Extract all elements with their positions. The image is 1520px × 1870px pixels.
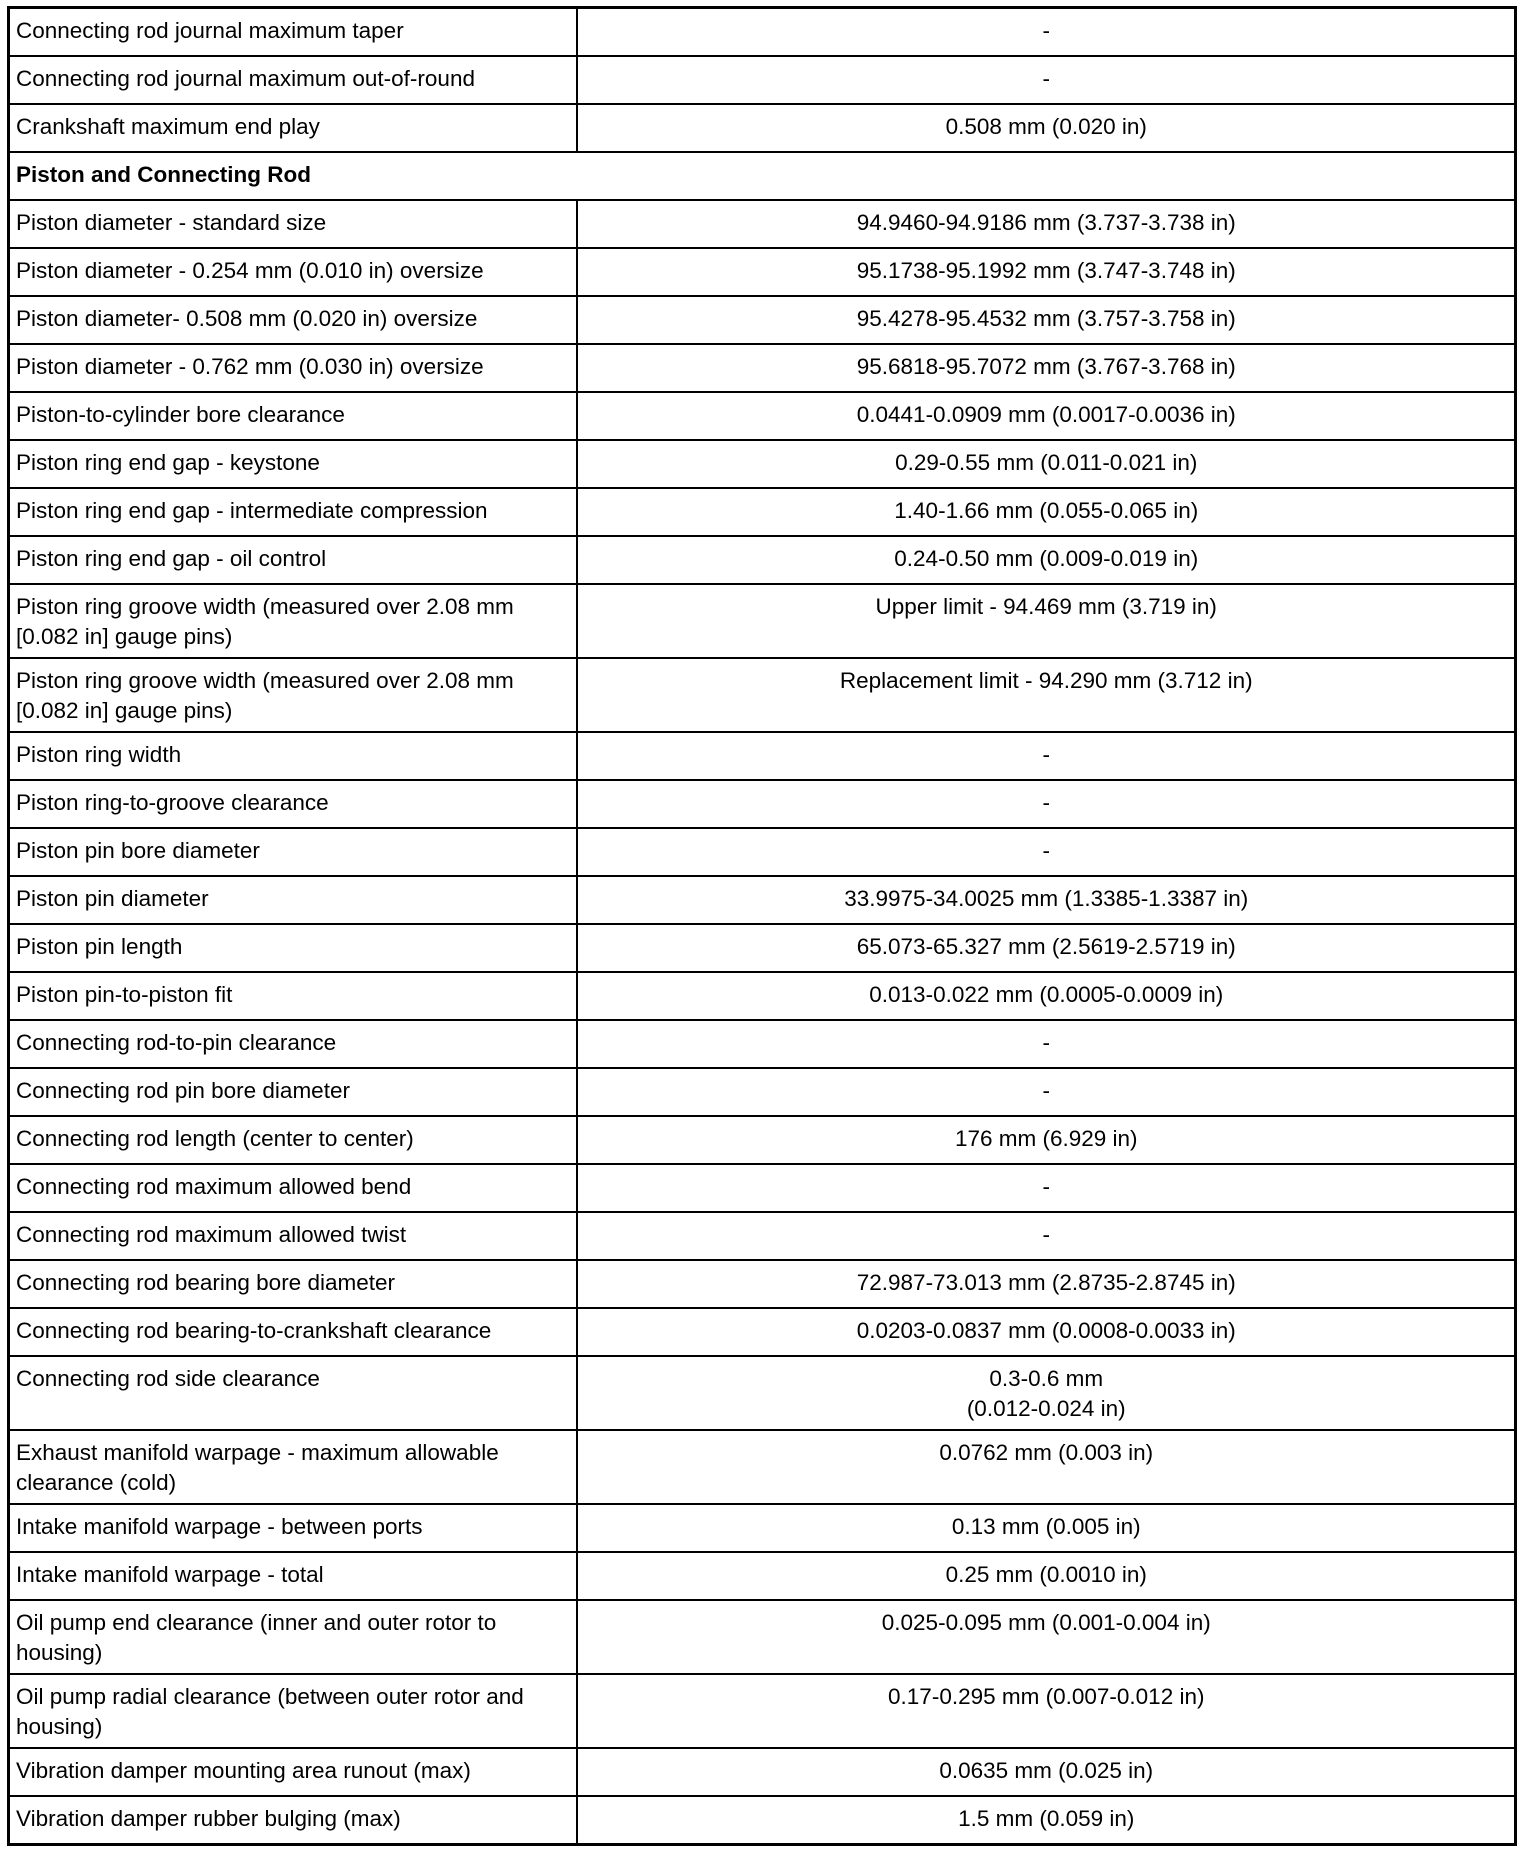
table-row bbox=[9, 1068, 1516, 1116]
table-row bbox=[9, 1020, 1516, 1068]
spec-value: 0.13 mm (0.005 in) bbox=[577, 1504, 1516, 1552]
spec-label: Piston-to-cylinder bore clearance bbox=[9, 392, 577, 440]
spec-value: 0.0635 mm (0.025 in) bbox=[577, 1748, 1516, 1796]
spec-label: Connecting rod length (center to center) bbox=[9, 1116, 577, 1164]
spec-value: 95.4278-95.4532 mm (3.757-3.758 in) bbox=[577, 296, 1516, 344]
spec-label: Piston diameter - 0.254 mm (0.010 in) oversize bbox=[9, 248, 577, 296]
spec-label: Piston diameter - standard size bbox=[9, 200, 577, 248]
spec-label: Connecting rod journal maximum taper bbox=[9, 8, 577, 57]
spec-value: 176 mm (6.929 in) bbox=[577, 1116, 1516, 1164]
section-title: Piston and Connecting Rod bbox=[9, 152, 1516, 200]
table-row bbox=[9, 828, 1516, 876]
spec-value: 0.0441-0.0909 mm (0.0017-0.0036 in) bbox=[577, 392, 1516, 440]
spec-label: Oil pump end clearance (inner and outer rotor to housing) bbox=[9, 1600, 577, 1674]
table-row bbox=[9, 392, 1516, 440]
table-row bbox=[9, 488, 1516, 536]
spec-value: - bbox=[577, 56, 1516, 104]
spec-label: Piston diameter - 0.762 mm (0.030 in) oversize bbox=[9, 344, 577, 392]
spec-value: 95.1738-95.1992 mm (3.747-3.748 in) bbox=[577, 248, 1516, 296]
spec-value: 72.987-73.013 mm (2.8735-2.8745 in) bbox=[577, 1260, 1516, 1308]
spec-label: Connecting rod-to-pin clearance bbox=[9, 1020, 577, 1068]
table-row bbox=[9, 536, 1516, 584]
spec-label: Connecting rod bearing bore diameter bbox=[9, 1260, 577, 1308]
table-row bbox=[9, 104, 1516, 152]
spec-value: - bbox=[577, 8, 1516, 57]
spec-label: Connecting rod side clearance bbox=[9, 1356, 577, 1430]
table-row bbox=[9, 1600, 1516, 1674]
spec-sheet bbox=[7, 6, 1514, 1846]
table-row bbox=[9, 248, 1516, 296]
table-row bbox=[9, 924, 1516, 972]
table-row bbox=[9, 1260, 1516, 1308]
specifications-table bbox=[7, 6, 1517, 1846]
spec-value: 0.0762 mm (0.003 in) bbox=[577, 1430, 1516, 1504]
table-row bbox=[9, 344, 1516, 392]
specifications-table-body bbox=[9, 8, 1516, 1845]
table-row bbox=[9, 1748, 1516, 1796]
spec-label: Connecting rod bearing-to-crankshaft clearance bbox=[9, 1308, 577, 1356]
spec-value: 0.025-0.095 mm (0.001-0.004 in) bbox=[577, 1600, 1516, 1674]
spec-value-line: (0.012-0.024 in) bbox=[966, 1396, 1126, 1421]
spec-value: 1.5 mm (0.059 in) bbox=[577, 1796, 1516, 1845]
spec-label: Piston ring-to-groove clearance bbox=[9, 780, 577, 828]
table-row bbox=[9, 1674, 1516, 1748]
table-row bbox=[9, 1430, 1516, 1504]
spec-label: Connecting rod maximum allowed bend bbox=[9, 1164, 577, 1212]
table-row bbox=[9, 876, 1516, 924]
spec-label: Piston diameter- 0.508 mm (0.020 in) oversize bbox=[9, 296, 577, 344]
table-row bbox=[9, 732, 1516, 780]
table-row bbox=[9, 1552, 1516, 1600]
spec-label: Connecting rod journal maximum out-of-round bbox=[9, 56, 577, 104]
spec-label: Vibration damper mounting area runout (max) bbox=[9, 1748, 577, 1796]
table-row bbox=[9, 658, 1516, 732]
spec-value: 0.24-0.50 mm (0.009-0.019 in) bbox=[577, 536, 1516, 584]
spec-value: - bbox=[577, 1164, 1516, 1212]
table-row bbox=[9, 1164, 1516, 1212]
spec-value bbox=[577, 1356, 1516, 1430]
spec-value: 0.0203-0.0837 mm (0.0008-0.0033 in) bbox=[577, 1308, 1516, 1356]
spec-value: Replacement limit - 94.290 mm (3.712 in) bbox=[577, 658, 1516, 732]
spec-value: 0.17-0.295 mm (0.007-0.012 in) bbox=[577, 1674, 1516, 1748]
spec-value: 33.9975-34.0025 mm (1.3385-1.3387 in) bbox=[577, 876, 1516, 924]
table-row bbox=[9, 1796, 1516, 1845]
table-row bbox=[9, 780, 1516, 828]
table-row bbox=[9, 440, 1516, 488]
spec-value: 0.013-0.022 mm (0.0005-0.0009 in) bbox=[577, 972, 1516, 1020]
spec-label: Piston ring groove width (measured over 2.08 mm [0.082 in] gauge pins) bbox=[9, 584, 577, 658]
table-row bbox=[9, 584, 1516, 658]
table-row bbox=[9, 56, 1516, 104]
spec-value: 94.9460-94.9186 mm (3.737-3.738 in) bbox=[577, 200, 1516, 248]
spec-label: Oil pump radial clearance (between outer rotor and housing) bbox=[9, 1674, 577, 1748]
spec-value: - bbox=[577, 1068, 1516, 1116]
spec-label: Piston ring width bbox=[9, 732, 577, 780]
spec-value-line: 0.3-0.6 mm bbox=[989, 1366, 1104, 1391]
spec-label: Vibration damper rubber bulging (max) bbox=[9, 1796, 577, 1845]
spec-label: Exhaust manifold warpage - maximum allowable clearance (cold) bbox=[9, 1430, 577, 1504]
spec-value: 0.25 mm (0.0010 in) bbox=[577, 1552, 1516, 1600]
spec-label: Crankshaft maximum end play bbox=[9, 104, 577, 152]
spec-label: Piston pin bore diameter bbox=[9, 828, 577, 876]
spec-value: - bbox=[577, 1212, 1516, 1260]
spec-label: Piston pin diameter bbox=[9, 876, 577, 924]
table-row bbox=[9, 1504, 1516, 1552]
spec-label: Piston pin-to-piston fit bbox=[9, 972, 577, 1020]
table-row bbox=[9, 1356, 1516, 1430]
spec-label: Piston ring end gap - intermediate compression bbox=[9, 488, 577, 536]
spec-value: - bbox=[577, 780, 1516, 828]
spec-value: 0.29-0.55 mm (0.011-0.021 in) bbox=[577, 440, 1516, 488]
spec-label: Connecting rod pin bore diameter bbox=[9, 1068, 577, 1116]
spec-value: - bbox=[577, 1020, 1516, 1068]
spec-label: Piston ring groove width (measured over 2.08 mm [0.082 in] gauge pins) bbox=[9, 658, 577, 732]
spec-label: Piston ring end gap - oil control bbox=[9, 536, 577, 584]
spec-label: Piston ring end gap - keystone bbox=[9, 440, 577, 488]
spec-label: Piston pin length bbox=[9, 924, 577, 972]
table-row bbox=[9, 296, 1516, 344]
spec-value: 95.6818-95.7072 mm (3.767-3.768 in) bbox=[577, 344, 1516, 392]
spec-label: Intake manifold warpage - between ports bbox=[9, 1504, 577, 1552]
spec-value: - bbox=[577, 828, 1516, 876]
section-header-row bbox=[9, 152, 1516, 200]
spec-value: 0.508 mm (0.020 in) bbox=[577, 104, 1516, 152]
table-row bbox=[9, 1212, 1516, 1260]
table-row bbox=[9, 1308, 1516, 1356]
spec-value: 1.40-1.66 mm (0.055-0.065 in) bbox=[577, 488, 1516, 536]
spec-label: Connecting rod maximum allowed twist bbox=[9, 1212, 577, 1260]
table-row bbox=[9, 200, 1516, 248]
spec-value: - bbox=[577, 732, 1516, 780]
spec-value: 65.073-65.327 mm (2.5619-2.5719 in) bbox=[577, 924, 1516, 972]
spec-value: Upper limit - 94.469 mm (3.719 in) bbox=[577, 584, 1516, 658]
table-row bbox=[9, 972, 1516, 1020]
table-row bbox=[9, 8, 1516, 57]
table-row bbox=[9, 1116, 1516, 1164]
spec-label: Intake manifold warpage - total bbox=[9, 1552, 577, 1600]
